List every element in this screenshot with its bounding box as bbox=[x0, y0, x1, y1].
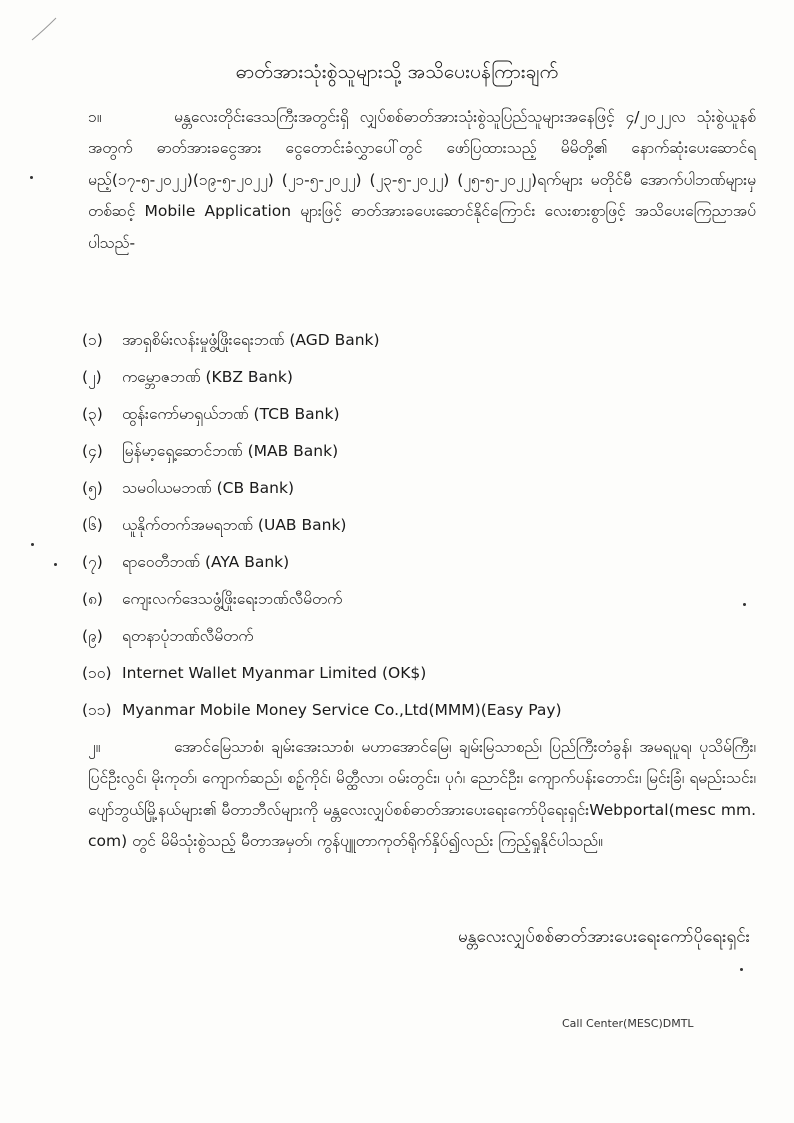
list-item-index: (၁၁) bbox=[82, 701, 112, 719]
list-item-name: မြန်မာ့ရှေ့ဆောင်ဘဏ် (MAB Bank) bbox=[122, 442, 339, 460]
signature-line: မန္တလေးလျှပ်စစ်ဓာတ်အားပေးရေးကော်ပိုရေးရှင်း bbox=[457, 927, 750, 947]
list-item-index: (၇) bbox=[82, 553, 103, 571]
list-item-name: ရတနာပုံဘဏ်လီမိတက် bbox=[122, 627, 254, 645]
list-item-index: (၉) bbox=[82, 627, 103, 645]
bank-list bbox=[82, 322, 742, 729]
scan-mark bbox=[30, 16, 60, 42]
scan-speck bbox=[743, 603, 746, 606]
list-item-name: ကျေးလက်ဒေသဖွံ့ဖြိုးရေးဘဏ်လီမိတက် bbox=[122, 590, 343, 608]
document-title: ဓာတ်အားသုံးစွဲသူများသို့ အသိပေးပန်ကြားချက် bbox=[235, 61, 559, 83]
scan-speck bbox=[30, 176, 33, 179]
list-item bbox=[82, 322, 742, 359]
list-item-index: (၂) bbox=[82, 368, 102, 386]
list-item-name: ကမ္ဘောဇဘဏ် (KBZ Bank) bbox=[122, 368, 293, 386]
paragraph-1-number: ၁။ bbox=[88, 108, 102, 126]
list-item-name: ထွန်းကော်မာရှယ်ဘဏ် (TCB Bank) bbox=[122, 405, 340, 423]
list-item-name: Myanmar Mobile Money Service Co.,Ltd(MMM)(Easy Pay) bbox=[122, 701, 562, 719]
list-item-name: သမဝါယမဘဏ် (CB Bank) bbox=[122, 479, 295, 497]
paragraph-2-text: အောင်မြေသာစံ၊ ချမ်းအေးသာစံ၊ မဟာအောင်မြေ၊ ချမ်းမြသာစည်၊ ပြည်ကြီးတံခွန်၊ အမရပူရ၊ ပုသိမ်ကြီး၊ ပြင်ဦးလွင်၊ မိုးကုတ်၊ ကျောက်ဆည်၊ စဉ့်ကိုင်၊ မိတ္ထီလာ၊ ဝမ်းတွင်း၊ ပုဂံ၊ ညောင်ဦး၊ ကျောက်ပန်းတောင်း၊ မြင်းခြံ၊ ရမည်းသင်း၊ ပျော်ဘွယ်မြို့နယ်များ၏ မီတာဘီလ်များကို မန္တလေးလျှပ်စစ်ဓာတ်အားပေးရေးကော်ပိုရေးရှင်းWebportal(mesc mm. com) တွင် မိမိသုံးစွဲသည့် မီတာအမှတ်၊ ကွန်ပျူတာကုတ်ရိုက်နှိပ်၍လည်း ကြည့်ရှုနိုင်ပါသည်။ bbox=[88, 738, 756, 851]
paragraph-2-number: ၂။ bbox=[88, 738, 101, 756]
list-item-index: (၆) bbox=[82, 516, 103, 534]
scan-speck bbox=[31, 543, 34, 546]
list-item bbox=[82, 507, 742, 544]
list-item-name: ရာဝေတီဘဏ် (AYA Bank) bbox=[122, 553, 290, 571]
list-item bbox=[82, 544, 742, 581]
list-item-name: Internet Wallet Myanmar Limited (OK$) bbox=[122, 664, 427, 682]
list-item bbox=[82, 359, 742, 396]
scan-speck bbox=[740, 968, 743, 971]
list-item bbox=[82, 433, 742, 470]
list-item bbox=[82, 470, 742, 507]
list-item-index: (၄) bbox=[82, 442, 103, 460]
paragraph-1 bbox=[88, 102, 756, 259]
list-item-index: (၃) bbox=[82, 405, 103, 423]
footer-note: Call Center(MESC)DMTL bbox=[562, 1017, 694, 1030]
list-item-name: အာရှစိမ်းလန်းမှုဖွံ့ဖြိုးရေးဘဏ် (AGD Bank) bbox=[122, 331, 380, 349]
paragraph-1-text: မန္တလေးတိုင်းဒေသကြီးအတွင်းရှိ လျှပ်စစ်ဓာတ်အားသုံးစွဲသူပြည်သူများအနေဖြင့် ၄/၂၀၂၂လ သုံးစွဲယူနစ်အတွက် ဓာတ်အားခငွေအား ငွေတောင်းခံလွှာပေါ်တွင် ဖော်ပြထားသည့် မိမိတို့၏ နောက်ဆုံးပေးဆောင်ရမည့်(၁၇-၅-၂၀၂၂)(၁၉-၅-၂၀၂၂) (၂၁-၅-၂၀၂၂) (၂၃-၅-၂၀၂၂) (၂၅-၅-၂၀၂၂)ရက်များ မတိုင်မီ အောက်ပါဘဏ်များမှတစ်ဆင့် Mobile Application များဖြင့် ဓာတ်အားခပေးဆောင်နိုင်ကြောင်း လေးစားစွာဖြင့် အသိပေးကြေညာအပ်ပါသည်- bbox=[88, 108, 756, 252]
list-item-index: (၁) bbox=[82, 331, 103, 349]
paragraph-2 bbox=[88, 732, 756, 858]
list-item-name: ယူနိုက်တက်အမရဘဏ် (UAB Bank) bbox=[122, 516, 347, 534]
list-item bbox=[82, 396, 742, 433]
list-item-index: (၈) bbox=[82, 590, 103, 608]
list-item bbox=[82, 692, 742, 729]
list-item-index: (၅) bbox=[82, 479, 103, 497]
list-item-index: (၁၀) bbox=[82, 664, 112, 682]
list-item bbox=[82, 581, 742, 618]
scan-speck bbox=[54, 563, 57, 566]
list-item bbox=[82, 618, 742, 655]
list-item bbox=[82, 655, 742, 692]
